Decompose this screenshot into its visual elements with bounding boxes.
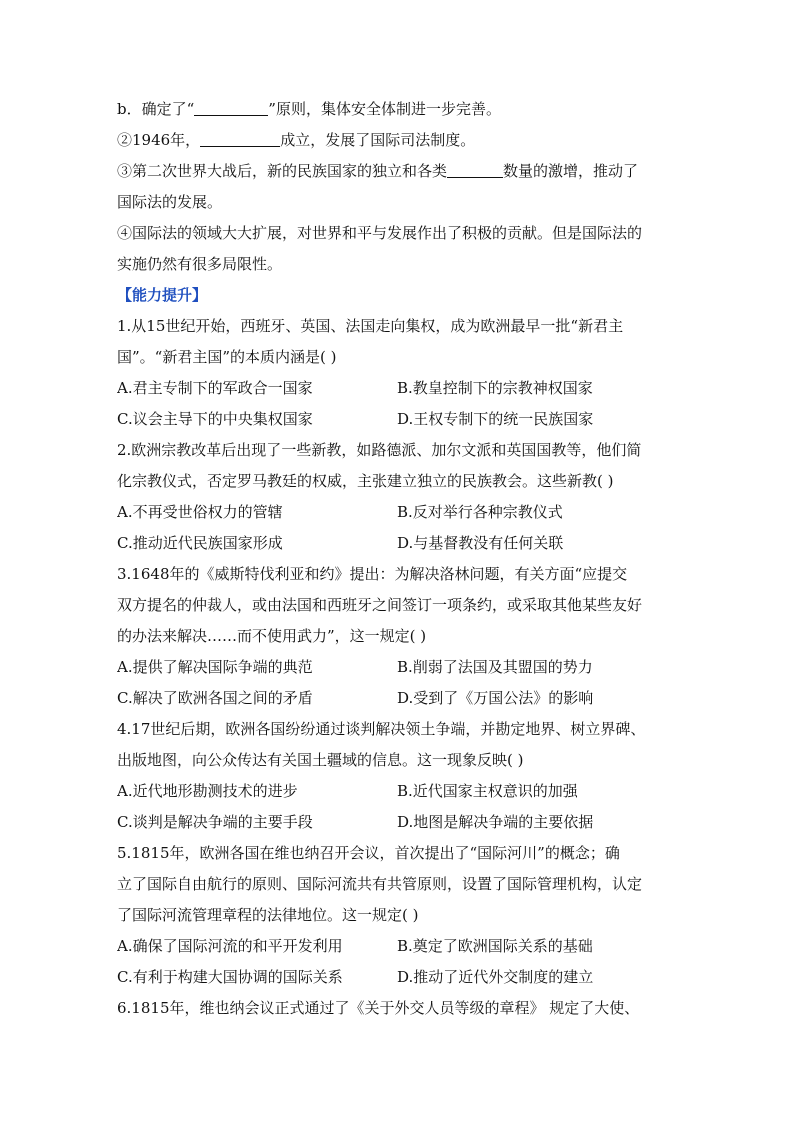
blank xyxy=(194,99,268,116)
q2-options-row-2 xyxy=(117,528,677,559)
q1-options-row-1 xyxy=(117,373,677,404)
q6-stem-1: 6.1815年，维也纳会议正式通过了《关于外交人员等级的章程》 规定了大使、 xyxy=(117,999,640,1017)
q5-stem-1: 5.1815年，欧洲各国在维也纳召开会议，首次提出了“国际河川”的概念；确 xyxy=(117,844,620,862)
option-c[interactable]: C.有利于构建大国协调的国际关系 xyxy=(117,968,343,986)
q3-options-row-1 xyxy=(117,652,677,683)
q2-stem-2: 化宗教仪式，否定罗马教廷的权威，主张建立独立的民族教会。这些新教( ) xyxy=(117,472,614,490)
option-b[interactable]: B.近代国家主权意识的加强 xyxy=(397,782,578,800)
option-d[interactable]: D.王权专制下的统一民族国家 xyxy=(397,410,594,428)
q1-stem-2: 国”。“新君主国”的本质内涵是( ) xyxy=(117,348,337,366)
option-a[interactable]: A.近代地形勘测技术的进步 xyxy=(117,782,298,800)
option-d[interactable]: D.受到了《万国公法》的影响 xyxy=(397,689,594,707)
fill-line-b: b．确定了“ ”原则，集体安全体制进一步完善。 xyxy=(117,100,501,118)
q4-options-row-2 xyxy=(117,807,677,838)
blank xyxy=(447,161,503,178)
option-d[interactable]: D.与基督教没有任何关联 xyxy=(397,534,564,552)
q4-stem-1: 4.17世纪后期，欧洲各国纷纷通过谈判解决领土争端，并勘定地界、树立界碑、 xyxy=(117,720,646,738)
q3-stem-1: 3.1648年的《威斯特伐利亚和约》提出：为解决洛林问题，有关方面“应提交 xyxy=(117,565,628,583)
option-c[interactable]: C.解决了欧洲各国之间的矛盾 xyxy=(117,689,313,707)
option-a[interactable]: A.提供了解决国际争端的典范 xyxy=(117,658,313,676)
blank xyxy=(200,130,280,147)
q5-stem-2: 立了国际自由航行的原则、国际河流共有共管原则，设置了国际管理机构，认定 xyxy=(117,875,643,893)
q3-stem-3: 的办法来解决……而不使用武力”，这一规定( ) xyxy=(117,627,427,645)
q5-options-row-1 xyxy=(117,931,677,962)
q1-options-row-2 xyxy=(117,404,677,435)
section-heading: 【能力提升】 xyxy=(117,286,208,304)
option-b[interactable]: B.反对举行各种宗教仪式 xyxy=(397,503,563,521)
fill-line-4a: ④国际法的领域大大扩展，对世界和平与发展作出了积极的贡献。但是国际法的 xyxy=(117,224,643,242)
q3-options-row-2 xyxy=(117,683,677,714)
option-b[interactable]: B.削弱了法国及其盟国的势力 xyxy=(397,658,593,676)
q1-stem-1: 1.从15世纪开始，西班牙、英国、法国走向集权，成为欧洲最早一批“新君主 xyxy=(117,317,624,335)
option-a[interactable]: A.君主专制下的军政合一国家 xyxy=(117,379,313,397)
fill-line-4b: 实施仍然有很多局限性。 xyxy=(117,255,283,273)
q5-stem-3: 了国际河流管理章程的法律地位。这一规定( ) xyxy=(117,906,419,924)
fill-line-3b: 国际法的发展。 xyxy=(117,193,223,211)
q5-options-row-2 xyxy=(117,962,677,993)
option-c[interactable]: C.推动近代民族国家形成 xyxy=(117,534,283,552)
option-d[interactable]: D.地图是解决争端的主要依据 xyxy=(397,813,594,831)
option-b[interactable]: B.教皇控制下的宗教神权国家 xyxy=(397,379,593,397)
option-c[interactable]: C.议会主导下的中央集权国家 xyxy=(117,410,313,428)
q2-options-row-1 xyxy=(117,497,677,528)
option-d[interactable]: D.推动了近代外交制度的建立 xyxy=(397,968,594,986)
q4-stem-2: 出版地图，向公众传达有关国土疆域的信息。这一现象反映( ) xyxy=(117,751,524,769)
document-body xyxy=(117,94,677,1024)
q2-stem-1: 2.欧洲宗教改革后出现了一些新教，如路德派、加尔文派和英国国教等，他们简 xyxy=(117,441,642,459)
q3-stem-2: 双方提名的仲裁人，或由法国和西班牙之间签订一项条约，或采取其他某些友好 xyxy=(117,596,643,614)
option-a[interactable]: A.确保了国际河流的和平开发利用 xyxy=(117,937,343,955)
q4-options-row-1 xyxy=(117,776,677,807)
option-b[interactable]: B.奠定了欧洲国际关系的基础 xyxy=(397,937,593,955)
option-a[interactable]: A.不再受世俗权力的管辖 xyxy=(117,503,283,521)
option-c[interactable]: C.谈判是解决争端的主要手段 xyxy=(117,813,313,831)
fill-line-2: ②1946年， 成立，发展了国际司法制度。 xyxy=(117,131,476,149)
fill-line-3a: ③第二次世界大战后，新的民族国家的独立和各类 数量的激增，推动了 xyxy=(117,162,639,180)
